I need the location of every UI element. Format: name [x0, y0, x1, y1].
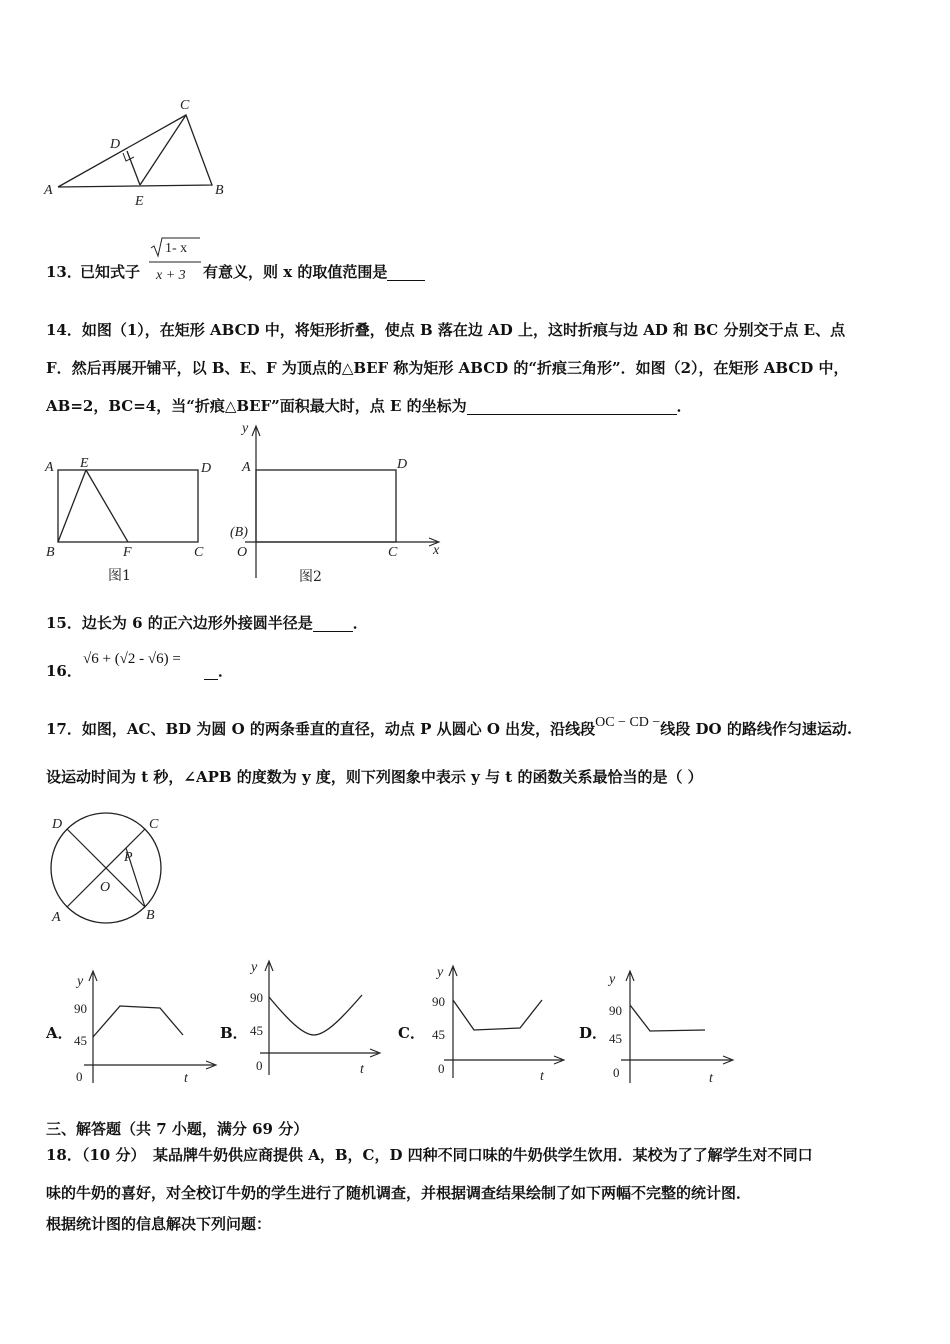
q13-denominator: x + 3	[156, 268, 186, 283]
q18-line2: 味的牛奶的喜好，对全校订牛奶的学生进行了随机调查，并根据调查结果绘制了如下两幅不完整的统计图．	[46, 1184, 752, 1202]
option-c-45: 45	[432, 1027, 445, 1042]
circle-label-o: O	[100, 880, 111, 895]
q13-answer-blank[interactable]	[387, 266, 425, 281]
q17-path: OC − CD −	[595, 715, 661, 730]
label-c: C	[180, 98, 190, 113]
q14-line2: F．然后再展开铺平，以 B、E、F 为顶点的△BEF 称为矩形 ABCD 的“折痕三角形”．如图（2），在矩形 ABCD 中，	[46, 359, 849, 377]
option-a-t: t	[184, 1071, 188, 1086]
q13-suffix-text: 有意义，则 x 的取值范围是	[203, 263, 388, 281]
triangle-figure	[40, 95, 240, 215]
option-b-45: 45	[250, 1023, 263, 1038]
q17-line1-a: 17．如图，AC、BD 为圆 O 的两条垂直的直径，动点 P 从圆心 O 出发，沿线段	[46, 720, 596, 738]
q14-line1: 14．如图（1），在矩形 ABCD 中，将矩形折叠，使点 B 落在边 AD 上，这时折痕与边 AD 和 BC 分别交于点 E、点	[46, 321, 846, 339]
option-d-y: y	[609, 972, 616, 987]
option-a-origin: 0	[76, 1069, 83, 1084]
f1-label-d: D	[201, 461, 212, 476]
circle-label-a: A	[52, 910, 61, 925]
q14-end: ．	[676, 397, 692, 415]
f1-label-c: C	[194, 545, 204, 560]
option-d-graph[interactable]	[577, 965, 752, 1090]
q16-number: 16．	[46, 662, 82, 680]
option-d-45: 45	[609, 1031, 622, 1046]
f2-label-a: A	[242, 460, 251, 475]
q17-line1-b: 线段 DO 的路线作匀速运动.	[660, 720, 853, 738]
q15-text: 15．边长为 6 的正六边形外接圆半径是	[46, 614, 313, 632]
q14-line3-text: AB=2，BC=4，当“折痕△BEF”面积最大时，点 E 的坐标为	[46, 397, 467, 415]
option-a-45: 45	[74, 1033, 87, 1048]
circle-label-p: P	[124, 850, 133, 865]
q14-figure-2	[225, 420, 450, 590]
label-d: D	[110, 137, 121, 152]
q17-line1	[46, 715, 853, 740]
section-3-title: 三、解答题（共 7 小题，满分 69 分）	[46, 1120, 309, 1138]
option-d-letter: D．	[579, 1024, 608, 1042]
q14-answer-blank[interactable]	[467, 400, 677, 415]
f2-label-b: (B)	[230, 525, 248, 540]
option-b-t: t	[360, 1062, 364, 1077]
q16-answer-blank[interactable]	[204, 665, 218, 680]
label-a: A	[44, 183, 53, 198]
f2-label-c: C	[388, 545, 398, 560]
option-a-y: y	[77, 974, 84, 989]
q13-prefix: 已知式子	[80, 263, 141, 281]
f1-label-e: E	[80, 456, 89, 471]
f2-label-d: D	[397, 457, 408, 472]
q13-suffix	[203, 263, 425, 281]
option-a-letter: A．	[46, 1024, 73, 1042]
option-c-origin: 0	[438, 1061, 445, 1076]
q16-end: ．	[218, 662, 234, 680]
option-b-90: 90	[250, 990, 263, 1005]
f2-caption: 图2	[299, 569, 322, 585]
option-d-90: 90	[609, 1003, 622, 1018]
q15-answer-blank[interactable]	[313, 617, 353, 632]
q16-expression: √6 + (√2 - √6) =	[83, 651, 181, 667]
f1-label-b: B	[46, 545, 55, 560]
q13-number: 13．	[46, 263, 82, 281]
f2-label-y: y	[242, 421, 249, 436]
label-e: E	[135, 194, 144, 209]
option-a-graph[interactable]	[44, 965, 219, 1090]
f2-label-o: O	[237, 545, 248, 560]
q18-line3: 根据统计图的信息解决下列问题：	[46, 1215, 272, 1233]
circle-label-d: D	[52, 817, 63, 832]
option-c-t: t	[540, 1069, 544, 1084]
f1-label-a: A	[45, 460, 54, 475]
q17-line2: 设运动时间为 t 秒，∠APB 的度数为 y 度，则下列图象中表示 y 与 t 的函数关系最恰当的是（ ）	[46, 768, 703, 786]
q15-line	[46, 614, 368, 632]
option-b-y: y	[251, 960, 258, 975]
f2-label-x: x	[433, 543, 440, 558]
f1-label-f: F	[123, 545, 132, 560]
option-a-90: 90	[74, 1001, 87, 1016]
f1-caption: 图1	[108, 568, 131, 584]
q17-circle-figure	[40, 810, 180, 930]
circle-label-c: C	[149, 817, 159, 832]
q14-figure-1	[40, 452, 220, 587]
option-c-90: 90	[432, 994, 445, 1009]
option-b-origin: 0	[256, 1058, 263, 1073]
option-b-graph[interactable]	[218, 955, 393, 1080]
q16-tail	[204, 662, 233, 680]
circle-label-b: B	[146, 908, 155, 923]
q15-end: ．	[352, 614, 368, 632]
q13-numerator: 1- x	[165, 241, 188, 256]
label-b: B	[215, 183, 224, 198]
option-d-origin: 0	[613, 1065, 620, 1080]
option-c-graph[interactable]	[396, 960, 571, 1085]
option-b-letter: B．	[220, 1024, 248, 1042]
option-d-t: t	[709, 1071, 713, 1086]
q14-line3	[46, 397, 692, 415]
option-c-letter: C．	[398, 1024, 425, 1042]
q13-fraction	[145, 232, 203, 290]
q18-line1: 18．（10 分） 某品牌牛奶供应商提供 A，B，C，D 四种不同口味的牛奶供学生饮用．某校为了了解学生对不同口	[46, 1146, 813, 1164]
option-c-y: y	[437, 965, 444, 980]
